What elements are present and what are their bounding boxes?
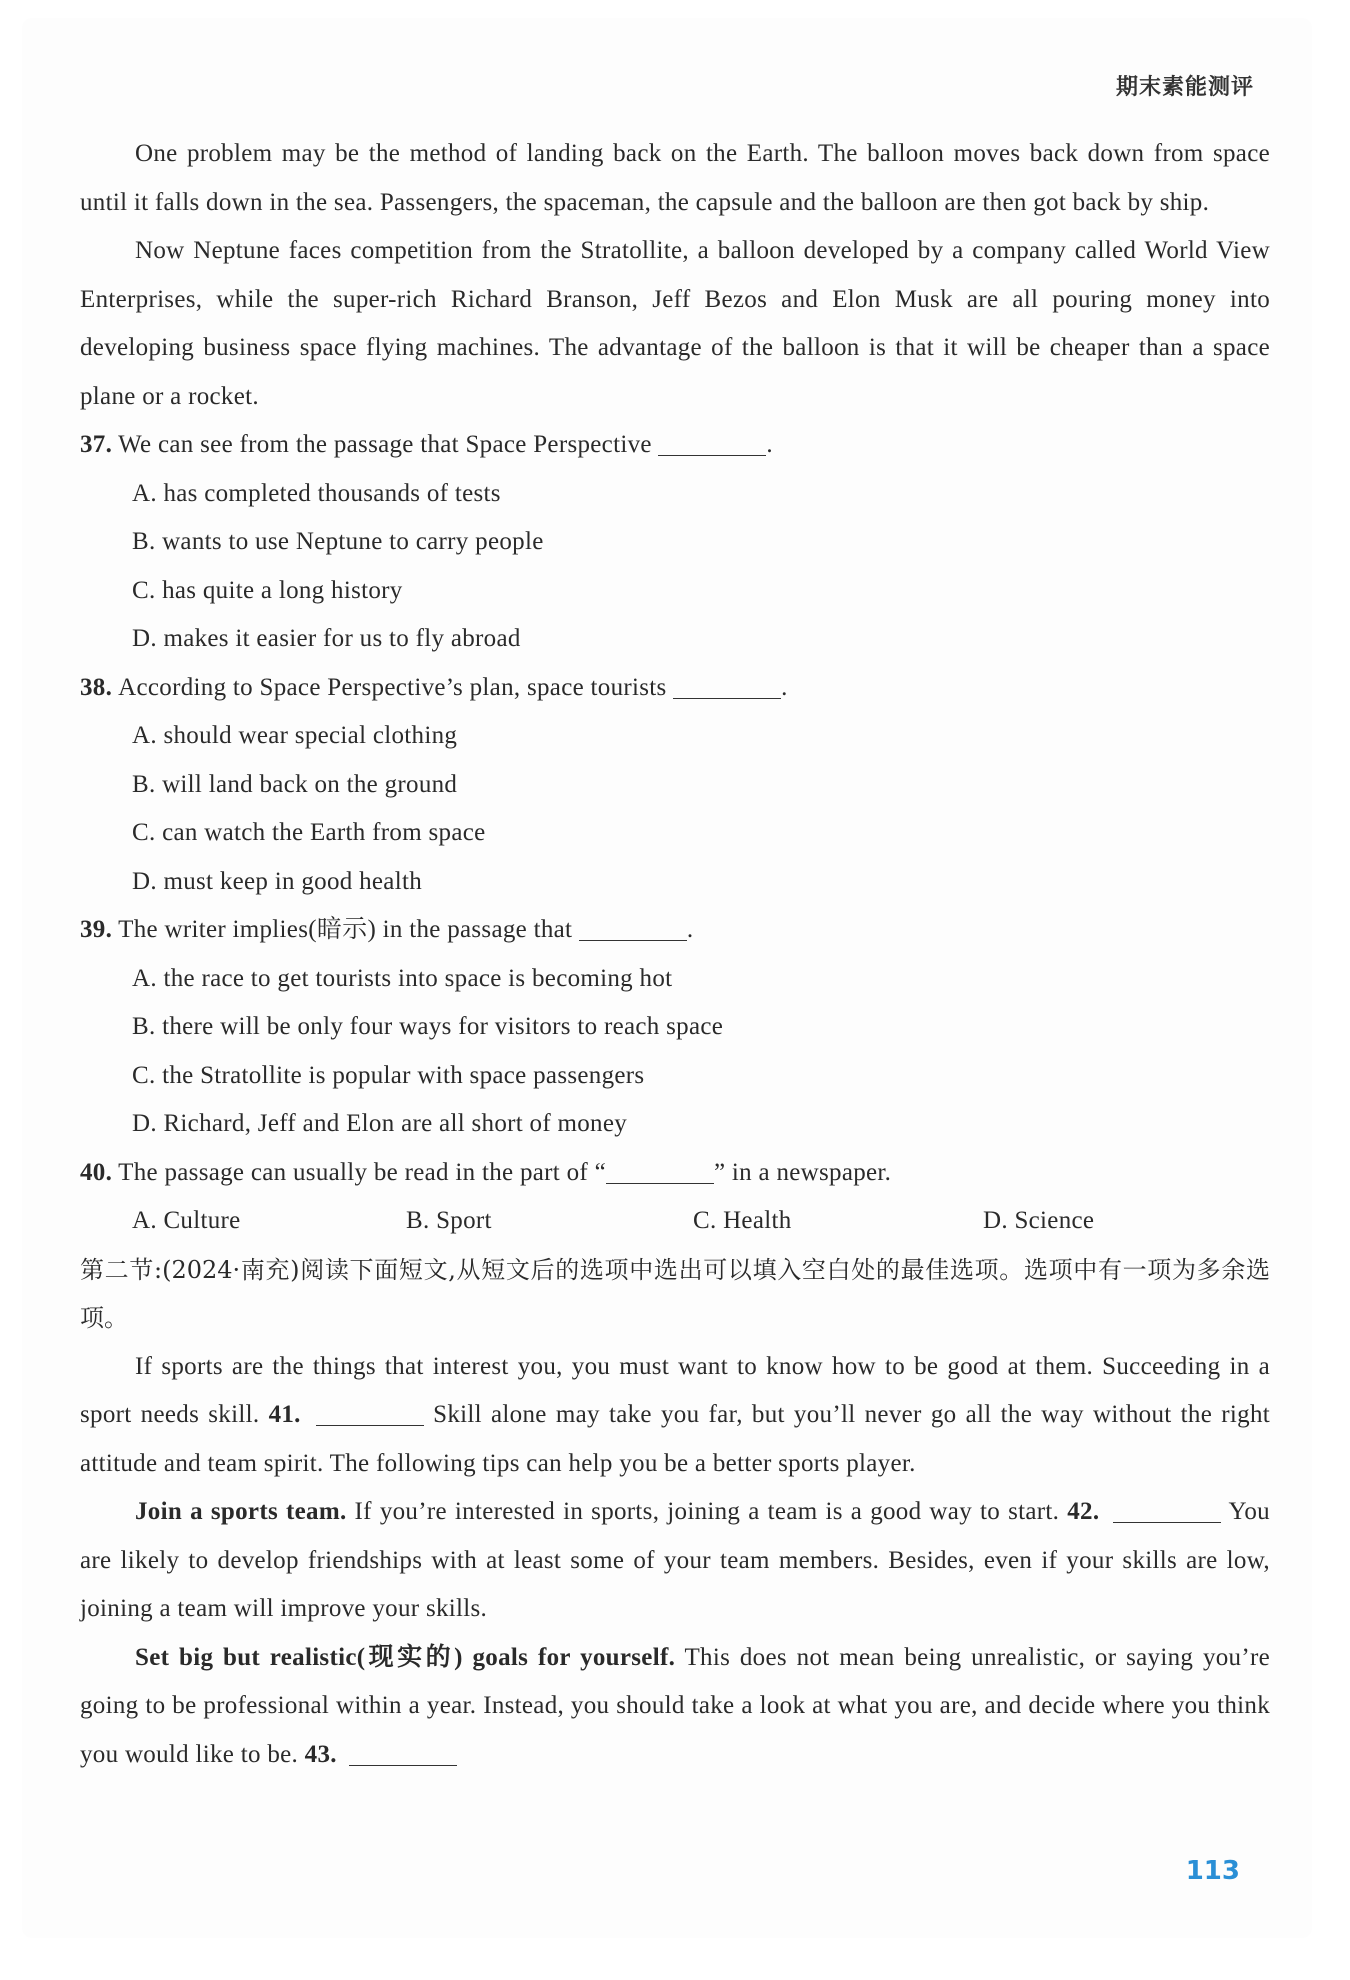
option-b: B. Sport	[406, 1207, 492, 1234]
option-d: D. Science	[983, 1207, 1095, 1234]
question-stem: The writer implies(暗示) in the passage that	[118, 916, 573, 943]
passage1-paragraph-1: One problem may be the method of landing back on the Earth. The balloon moves back down from space until it falls down in the sea. Passengers, the spaceman, the capsule and the balloon are then got back by ship.	[80, 140, 1270, 216]
option-b: B. wants to use Neptune to carry people	[132, 528, 544, 555]
option-d: D. must keep in good health	[132, 867, 422, 895]
option-c: C. can watch the Earth from space	[132, 819, 486, 846]
answer-blank[interactable]	[316, 1424, 424, 1426]
paragraph-text: Skill alone may take you far, but you’ll never go all the way without the right attitude and team spirit. The following tips can help you be a better sports player.	[80, 1401, 1270, 1477]
question-stem-end: .	[766, 431, 773, 458]
paragraph-text: This does not mean being unrealistic, or saying you’re going to be professional within a year. Instead, you should take a look at what you are, and decide where you think you would like to be.	[80, 1643, 1270, 1768]
question-39	[80, 906, 1270, 955]
option-c: C. has quite a long history	[132, 576, 403, 604]
question-number: 39.	[80, 916, 113, 943]
option-b: B. will land back on the ground	[132, 770, 458, 798]
option-d: D. makes it easier for us to fly abroad	[132, 625, 521, 652]
question-37	[80, 421, 1270, 470]
passage2-paragraph-1	[80, 1343, 1270, 1489]
option-d: D. Richard, Jeff and Elon are all short of money	[132, 1110, 628, 1137]
option-b: B. there will be only four ways for visitors to reach space	[132, 1013, 724, 1040]
blank-number: 42.	[1067, 1498, 1100, 1525]
answer-blank[interactable]	[673, 697, 781, 699]
answer-blank[interactable]	[349, 1764, 457, 1766]
question-stem-end: .	[686, 916, 694, 943]
page-content	[80, 130, 1270, 1779]
passage1-paragraph-2: Now Neptune faces competition from the Stratollite, a balloon developed by a company called World View Enterprises, while the super-rich Richard Branson, Jeff Bezos and Elon Musk are all pouring money into developing business space flying machines. The advantage of the balloon is that it will be cheaper than a space plane or a rocket.	[80, 237, 1270, 410]
paragraph-text: If sports are the things that interest you, you must want to know how to be good at them. Succeeding in a sport needs skill.	[80, 1352, 1270, 1428]
question-stem: According to Space Perspective’s plan, space tourists	[118, 673, 667, 701]
question-stem: We can see from the passage that Space Perspective	[118, 431, 652, 458]
option-a: A. should wear special clothing	[132, 722, 458, 749]
question-number: 38.	[80, 673, 113, 701]
blank-number: 41.	[268, 1401, 301, 1428]
answer-blank[interactable]	[658, 454, 766, 456]
tip-heading: Join a sports team.	[135, 1498, 347, 1525]
document-page	[22, 18, 1312, 1938]
tip-heading: Set big but realistic(现实的) goals for yourself.	[135, 1643, 676, 1671]
question-stem-end: .	[781, 673, 788, 701]
paragraph-text: You are likely to develop friendships with at least some of your team members. Besides, even if your skills are low, joining a team will improve your skills.	[80, 1498, 1270, 1622]
passage2-paragraph-2	[80, 1488, 1270, 1634]
options-row	[80, 1197, 1270, 1246]
page-header: 期末素能测评	[1115, 75, 1254, 100]
question-number: 40.	[80, 1158, 113, 1186]
paragraph-text: If you’re interested in sports, joining a team is a good way to start.	[354, 1498, 1060, 1525]
answer-blank[interactable]	[579, 939, 687, 941]
blank-number: 43.	[304, 1740, 337, 1768]
answer-blank[interactable]	[606, 1182, 714, 1184]
option-c: C. Health	[693, 1207, 792, 1234]
question-38	[80, 664, 1270, 713]
option-a: A. has completed thousands of tests	[132, 479, 501, 507]
question-40	[80, 1149, 1270, 1198]
option-a: A. Culture	[132, 1207, 241, 1234]
passage2-paragraph-3	[80, 1634, 1270, 1780]
section-instruction: 第二节:(2024·南充)阅读下面短文,从短文后的选项中选出可以填入空白处的最佳选项。选项中有一项为多余选项。	[80, 1255, 1270, 1332]
question-stem-end: ” in a newspaper.	[713, 1158, 892, 1186]
answer-blank[interactable]	[1113, 1521, 1221, 1523]
question-stem: The passage can usually be read in the part of “	[118, 1158, 606, 1186]
option-c: C. the Stratollite is popular with space passengers	[132, 1061, 645, 1089]
page-number: 113	[1185, 1856, 1240, 1886]
option-a: A. the race to get tourists into space is becoming hot	[132, 964, 673, 992]
question-number: 37.	[80, 431, 113, 458]
